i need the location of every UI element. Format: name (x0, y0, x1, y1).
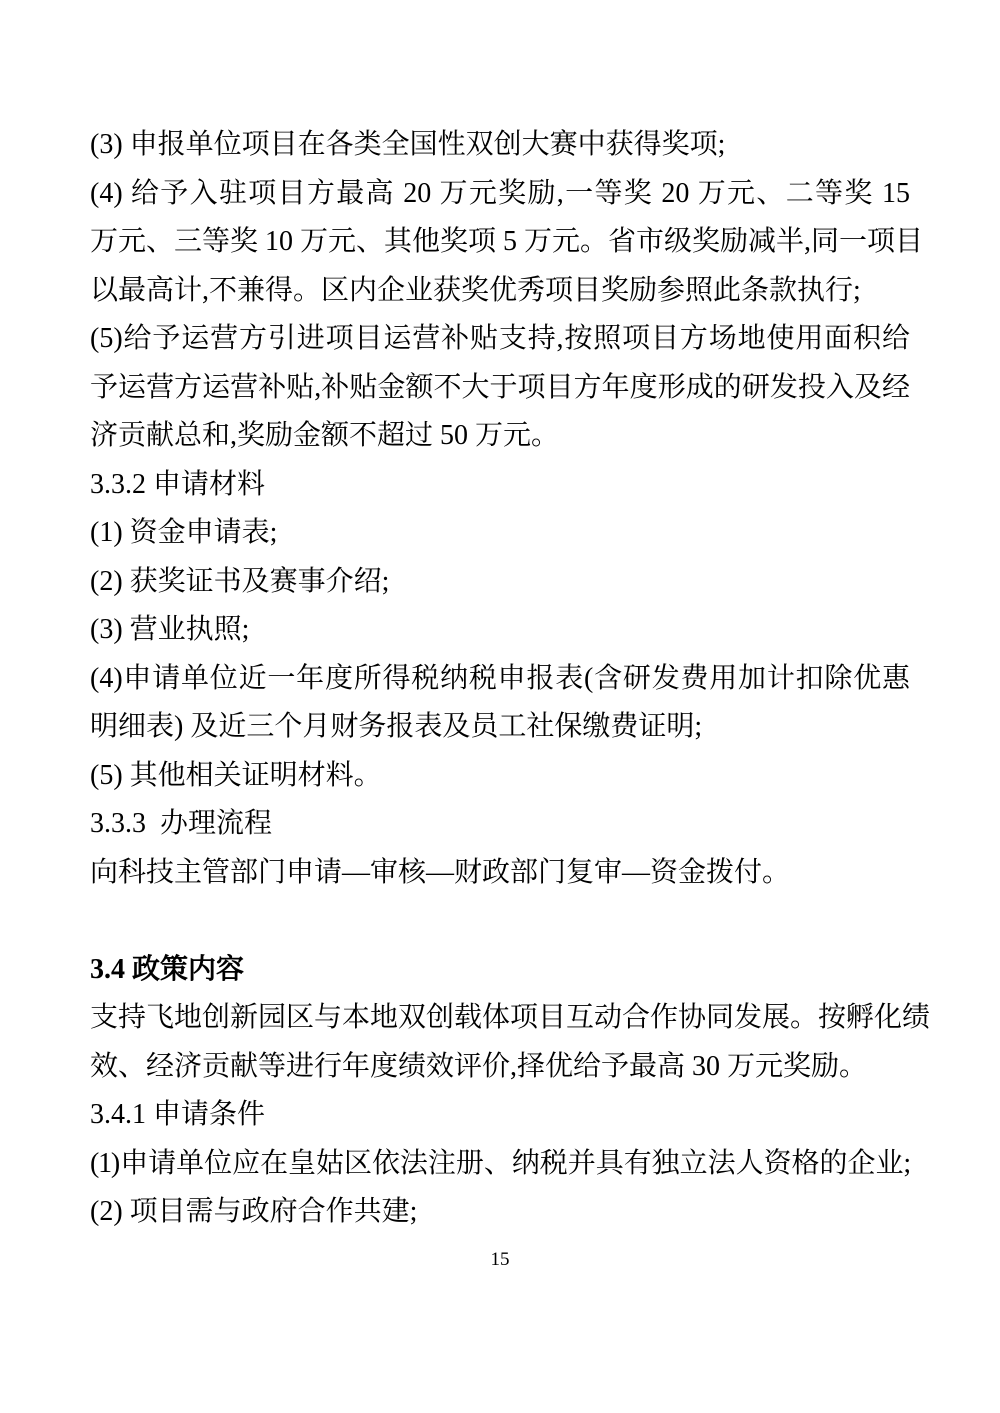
text-line: (4) 给予入驻项目方最高 20 万元奖励,一等奖 20 万元、二等奖 15 (90, 177, 910, 209)
text-line: (2) 获奖证书及赛事介绍; (90, 565, 390, 597)
text-line: (2) 项目需与政府合作共建; (90, 1196, 418, 1227)
document-body (90, 121, 931, 1237)
text-line: 3.3.3 办理流程 (90, 808, 273, 839)
text-line: 济贡献总和,奖励金额不超过 50 万元。 (90, 420, 560, 451)
text-line: 支持飞地创新园区与本地双创载体项目互动合作协同发展。按孵化绩 (90, 1002, 931, 1033)
text-line: 以最高计,不兼得。区内企业获奖优秀项目奖励参照此条款执行; (90, 274, 861, 306)
text-line: 予运营方运营补贴,补贴金额不大于项目方年度形成的研发投入及经 (90, 371, 910, 403)
text-line: (1) 资金申请表; (90, 517, 278, 548)
page-number: 15 (490, 1249, 510, 1270)
section-heading: 3.4 政策内容 (90, 953, 245, 985)
text-line: 3.4.1 申请条件 (90, 1099, 266, 1130)
text-line: 3.3.2 申请材料 (90, 468, 266, 500)
text-line: 效、经济贡献等进行年度绩效评价,择优给予最高 30 万元奖励。 (90, 1050, 868, 1082)
text-line: 向科技主管部门申请—审核—财政部门复审—资金拨付。 (90, 856, 791, 888)
blank-line (90, 897, 910, 946)
text-line: 明细表) 及近三个月财务报表及员工社保缴费证明; (90, 711, 703, 742)
text-line: (4)申请单位近一年度所得税纳税申报表(含研发费用加计扣除优惠 (90, 662, 910, 694)
text-line: (5) 其他相关证明材料。 (90, 759, 382, 791)
text-line: (5)给予运营方引进项目运营补贴支持,按照项目方场地使用面积给 (90, 323, 910, 354)
text-line: 万元、三等奖 10 万元、其他奖项 5 万元。省市级奖励减半,同一项目 (90, 226, 924, 257)
text-line: (3) 营业执照; (90, 614, 250, 645)
text-line: (1)申请单位应在皇姑区依法注册、纳税并具有独立法人资格的企业; (90, 1147, 910, 1179)
text-line: (3) 申报单位项目在各类全国性双创大赛中获得奖项; (90, 129, 726, 160)
